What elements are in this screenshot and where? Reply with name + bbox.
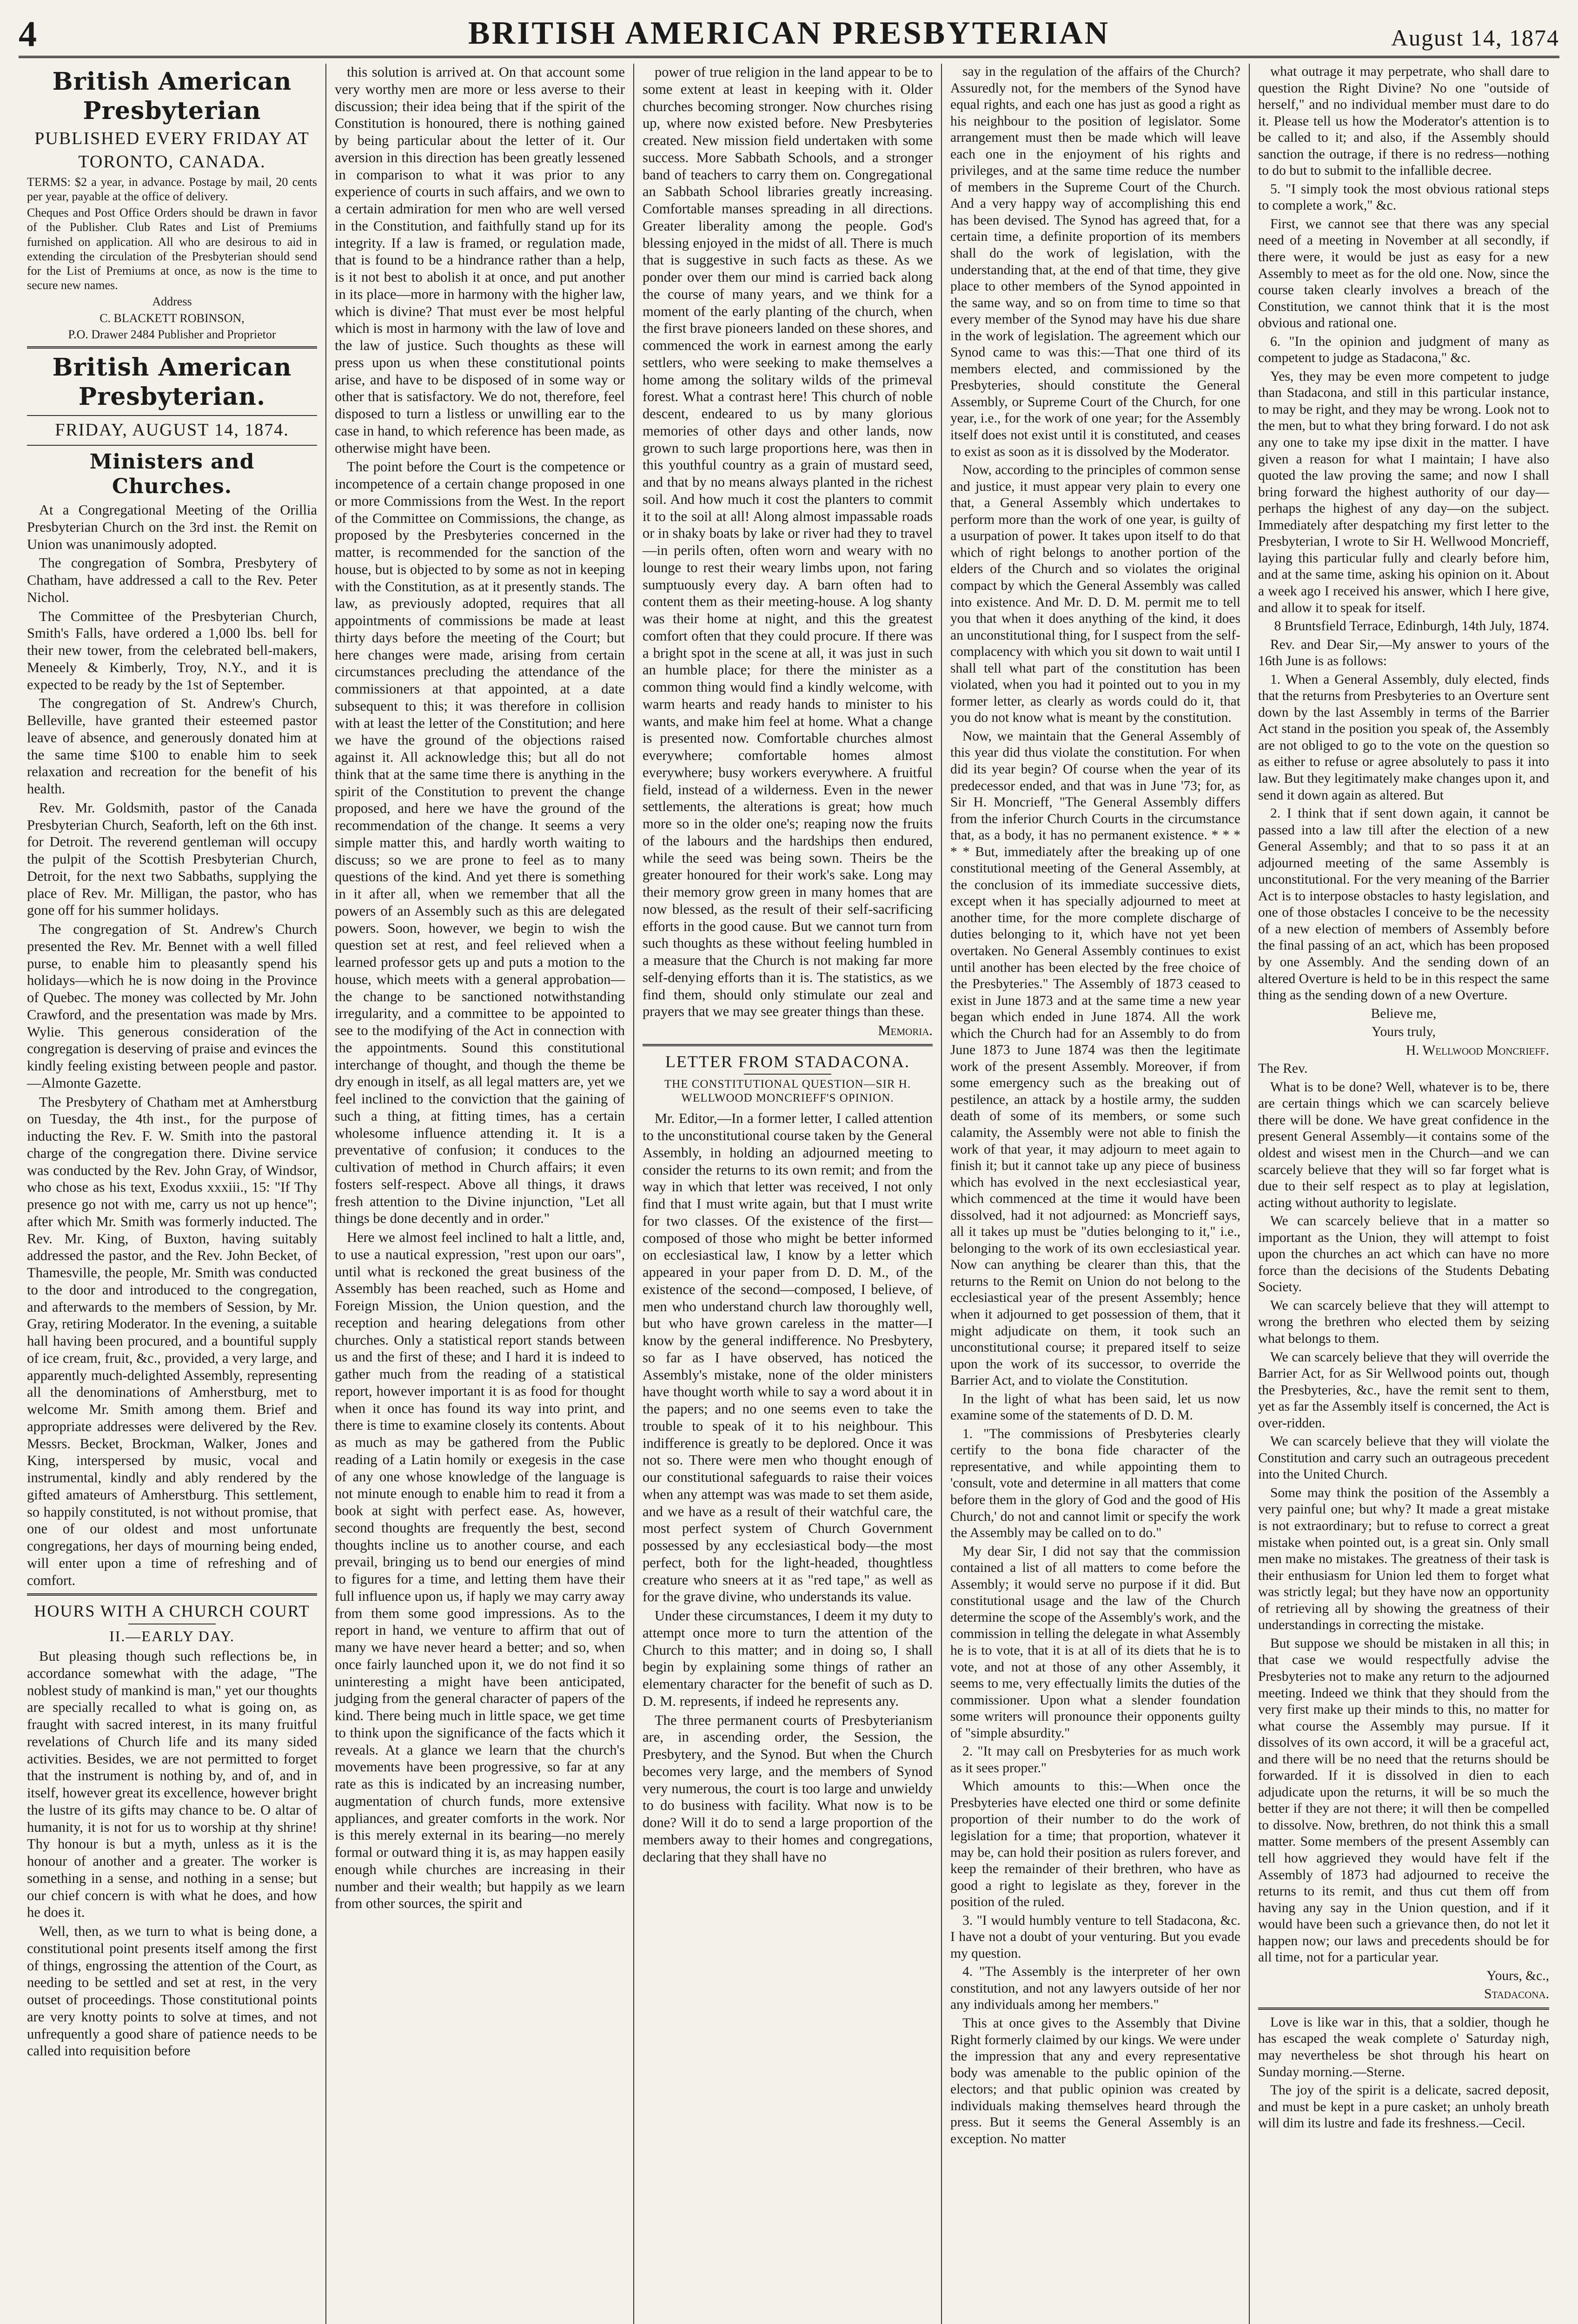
place-line: TORONTO, CANADA. xyxy=(78,152,266,172)
letter-paragraph: This at once gives to the Assembly that Divine Right formerly claimed by our kings. We were under the impression that any and every representative body was amenable to the public opinion of the electors; and that public opinion was created by individuals making themselves heard through the press. But it seems the General Assembly is an exception. No matter xyxy=(950,2015,1240,2146)
section-title: Ministers and Churches. xyxy=(89,450,255,499)
letter-paragraph: what outrage it may perpetrate, who shall dare to question the Right Divine? No one "outside of herself," and no individual member must dare to do it. Please tell us how the Moderator's attention is to be called to it; and also, if the Assembly should sanction the outrage, if there is no redress—nothing to do but to submit to the infallible decree. xyxy=(1258,64,1549,178)
letter-address: 8 Bruntsfield Terrace, Edinburgh, 14th July, 1874. xyxy=(1274,619,1549,634)
article-paragraph: Well, then, as we turn to what is being done, a constitutional point presents itself among the first of things, engrossing the attention of the Court, as needing to be settled and set at rest, in the very outset of proceedings. Those constitutional points are very knotty points to solve at times, and not unfrequently a good share of patience needs to be called into requisition before xyxy=(27,1923,317,2059)
news-paragraph: The congregation of St. Andrew's Church, Belleville, have granted their esteemed pastor leave of absence, and generously donated him at the same time $100 to enable him to seek relaxation and recreation for the benefit of his health. xyxy=(27,695,317,797)
letter-paragraph: Some may think the position of the Assembly a very painful one; but why? It made a great mistake is not extraordinary; but to refuse to correct a great mistake when pointed out, is a great sin. Only small men make no mistakes. The greatness of their task is their enthusiasm for Union led them to forget what was strictly legal; but they have now an opportunity of retrieving all by showing the greatness of their understandings in correcting the mistake. xyxy=(1258,1485,1549,1633)
letter-paragraph: 3. "I would humbly venture to tell Stadacona, &c. I have not a doubt of your venturing. But you evade my question. xyxy=(950,1913,1240,1961)
news-paragraph: The congregation of St. Andrew's Church presented the Rev. Mr. Bennet with a well filled purse, to enable him to pleasantly spend his holidays—which he is now doing in the Province of Quebec. The money was collected by Mr. John Crawford, and the presentation was made by Mrs. Wylie. This generous consideration of the congregation is deserving of praise and evinces the kindly feeling existing between people and pastor.—Almonte Gazette. xyxy=(27,921,317,1091)
letter-paragraph: 6. "In the opinion and judgment of many as competent to judge as Stadacona," &c. xyxy=(1258,334,1549,366)
filler-quote: Love is like war in this, that a soldier, though he has escaped the weak complete o' Saturday nigh, may nevertheless be shot through his heart on Sunday morning.—Sterne. xyxy=(1258,2014,1549,2080)
nameplate-2: British American Presbyterian. xyxy=(52,353,292,411)
letter-paragraph: 2. "It may call on Presbyteries for as much work as it sees proper." xyxy=(950,1744,1240,1776)
quoted-letter-paragraph: Rev. and Dear Sir,—My answer to yours of the 16th June is as follows: xyxy=(1258,637,1549,669)
column-4 xyxy=(942,64,1250,2324)
column-5 xyxy=(1250,64,1558,2324)
column-1 xyxy=(19,64,326,2324)
article-paragraph: But pleasing though such reflections be, in accordance somewhat with the adage, "The noblest study of mankind is man," yet our thoughts are specially recalled to what is going on, as fraught with sacred interest, in its many fruitful revelations of Church life and its many sided activities. Besides, we are not permitted to forget that the instrument is nothing by, and of, and in itself, however great its excellence, however bright the lustre of its gifts may chance to be. O altar of humanity, it is not for us to worship at thy shrine! Thy honour is but a myth, unless as it is the honour of another and a greater. The worker is something in a sense, and nothing in a sense; but our chief concern is with what he does, and how he does it. xyxy=(27,1648,317,1921)
letter-paragraph: 4. "The Assembly is the interpreter of her own constitution, and not any lawyers outside of her nor any individuals among her members." xyxy=(950,1964,1240,2013)
article-subtitle: II.—EARLY DAY. xyxy=(109,1627,235,1644)
article-paragraph: Here we almost feel inclined to halt a little, and, to use a nautical expression, "rest upon our oars", until what is reckoned the great business of the Assembly has been reached, such as Home and Foreign Mission, the Union question, and the reception and hearing delegations from other churches. Only a statistical report stands between us and the first of these; and I hard it is indeed to gather much from the reading of a statistical report, however important it is as food for thought when it once has found its way into print, and there is time to examine closely its contents. About as much as may be gathered from the Public reading of a Latin homily or exegesis in the case of any one whose knowledge of the language is not minute enough to enable him to read it from a book at sight with perfect ease. As, however, second thoughts are frequently the best, second thoughts incline us to another course, and each prevail, bringing us to bend our energies of mind to figures for a time, and letting them have their full influence upon us, if haply we may carry away from them some good impressions. As to the report in hand, we venture to affirm that out of many we have never heard a better; and so, when once fairly launched upon it, we do not find it so uninteresting a might have been anticipated, judging from the general character of papers of the kind. There being much in little space, we get time to think upon the significance of the facts which it reveals. At a glance we learn that the church's movements have been progressive, so far at any rate as this is indicated by an increasing number, augmentation of church funds, more extensive appliances, and greater comforts in the work. Nor is this merely external in its bearing—no merely formal or outward thing it is, as may happen easily enough while churches are increasing in their number and their wealth; but happily as we learn from other sources, the spirit and xyxy=(335,1229,625,1912)
columns xyxy=(19,64,1559,2324)
letter-signer: H. Wellwood Moncrieff. xyxy=(1406,1043,1549,1058)
masthead-title: BRITISH AMERICAN PRESBYTERIAN xyxy=(468,15,1110,51)
published-line: PUBLISHED EVERY FRIDAY AT xyxy=(34,129,310,149)
article-paragraph: this solution is arrived at. On that account some very worthy men are more or less averse to their discussion; their idea being that if the spirit of the Constitution is honoured, there is nothing gained by being particular about the letter of it. Our aversion in this direction has been greatly lessened in comparison to what it was prior to any experience of courts in such affairs, and we own to a certain admiration for men who are well versed in the Constitution, and faithfully stand up for its integrity. If a law is framed, or regulation made, that is found to be a hindrance rather than a help, is it not best to abolish it at once, and put another in its place—more in harmony with the higher law, which is divine? That must ever be most helpful which is most in harmony with the law of love and the law of justice. Such thoughts as these will press upon us when these constitutional points arise, and have to be disposed of in some way or other that is satisfactory. We do not, therefore, feel disposed to turn a listless or unwilling ear to the case in hand, to which reference has been made, as otherwise might have been. xyxy=(335,64,625,456)
cheques-text: Cheques and Post Office Orders should be drawn in favor of the Publisher. Club Rates and List of Premiums furnished on application. All who are desirous to aid in extending the circulation of the Presbyterian should send for the List of Premiums at once, as now is the time to secure new names. xyxy=(27,206,317,292)
column-2 xyxy=(326,64,634,2324)
page-number: 4 xyxy=(19,13,37,54)
quoted-letter-paragraph: 2. I think that if sent down again, it cannot be passed into a law till after the election of a new General Assembly; and that to so pass it at an adjourned meeting of the same Assembly is unconstitutional. For the very meaning of the Barrier Act is to interpose obstacles to hasty legislation, and one of those obstacles I conceive to be the necessity of a new election of members of Assembly before the final passing of an act, which has been proposed by one Assembly. And the sending down of an altered Overture is held to be in this respect the same thing as the sending down of a new Overture. xyxy=(1258,806,1549,1003)
divider xyxy=(643,1044,933,1046)
letter-paragraph: In the light of what has been said, let us now examine some of the statements of D. D. M. xyxy=(950,1391,1240,1423)
salutation: The Rev. xyxy=(1258,1061,1308,1076)
letter-paragraph: Now, according to the principles of common sense and justice, it must appear very plain to every one that, a General Assembly which undertakes to perform more than the work of one year, is guilty of a usurpation of power. It takes upon itself to do that which of right belongs to another portion of the elders of the Church and so violates the original compact by which the General Assembly was called into existence. And Mr. D. D. M. permit me to tell you that when it does anything of the kind, it does an unconstitutional thing, for I suspect from the self-complacency with which you sit down to wait until I shall tell what part of the constitution has been violated, when you had it pointed out to you in my former letter, as clearly as words could do it, that you do not know what is meant by the constitution. xyxy=(950,462,1240,726)
letter-deck: THE CONSTITUTIONAL QUESTION—SIR H. WELLWOOD MONCRIEFF'S OPINION. xyxy=(664,1078,911,1105)
letter-paragraph: But suppose we should be mistaken in all this; in that case we would respectfully advise the Presbyteries not to make any return to the adjourned meeting. Indeed we think that they should from the very first make up their minds to this, no matter for what course the Assembly may pursue. If it dissolves of its own accord, it will be a graceful act, and there will be no need that the returns should be forwarded. If it is dissolved in dien to each adjudicate upon the returns, it will be so much the better if they are not there; it will then be compelled to dissolve. Now, brethren, do not think this a small matter. Some members of the present Assembly can tell how aggrieved they would have felt if the Assembly of 1873 had adjourned to receive the returns to its remit, and thus cut them off from having any say in the Union question, and if it would have been such a grievance then, do not let it happen now; our laws and precedents should be for all time, not for a particular year. xyxy=(1258,1636,1549,1965)
letter-paragraph: 1. "The commissions of Presbyteries clearly certify to the bona fide character of the representative, and while appointing them to 'consult, vote and determine in all matters that come before them in the glory of God and the good of His Church,' do not and cannot limit or specify the work the Assembly may be called on to do." xyxy=(950,1426,1240,1541)
masthead-date: August 14, 1874 xyxy=(1391,25,1559,51)
signature: Stadacona. xyxy=(1484,1987,1549,2002)
letter-paragraph: Mr. Editor,—In a former letter, I called attention to the unconstitutional course taken by the General Assembly, in holding an adjourned meeting to consider the returns to its own remit; and from the way in which that letter was received, I not only find that I must write again, but that I must write for two classes. Of the existence of the first—composed of those who might be better informed on ecclesiastical law, I know by a letter which appeared in your paper from D. D. M., of the existence of the second—composed, I believe, of men who understand church law thoroughly well, but who have grown careless in the matter—I know by the general indifference. No Presbytery, so far as I have observed, has noticed the Assembly's mistake, none of the older ministers have thought worth while to say a word about it in the papers; and no one seems even to take the trouble to speak of it to his neighbour. This indifference is greatly to be deplored. Once it was not so. There were men who thought enough of our constitutional safeguards to raise their voices when any attempt was was made to set them aside, and we have as a result of their watchful care, the most perfect system of Church Government possessed by any ecclesiastical body—the most perfect, both for the light-headed, thoughtless creature who sneers at it as "red tape," as well as for the grave divine, who understands its value. xyxy=(643,1110,933,1605)
letter-paragraph: 5. "I simply took the most obvious rational steps to complete a work," &c. xyxy=(1258,181,1549,213)
short-rule xyxy=(744,1074,831,1075)
letter-paragraph: We can scarcely believe that they will attempt to wrong the brethren who elected them by seizing what belongs to them. xyxy=(1258,1298,1549,1347)
letter-paragraph: Which amounts to this:—When once the Presbyteries have elected one third or some definite proportion of their number to do the work of legislation for a time; that proportion, whatever it may be, can hold their position as rulers forever, and keep the remainder of their brethren, who have as good a right to legislate as they, forever in the position of the ruled. xyxy=(950,1779,1240,1910)
letter-title: LETTER FROM STADACONA. xyxy=(665,1052,910,1071)
letter-paragraph: Now, we maintain that the General Assembly of this year did thus violate the constitution. For when did its year begin? Of course when the year of its predecessor ended, and that was in June '73; for, as Sir H. Moncrieff, "The General Assembly differs from the inferior Church Courts in the circumstance that, as a body, it has no permanent existence. * * * * * But, immediately after the breaking up of one constitutional meeting of the General Assembly, at the conclusion of its immediate successive diets, except when it has specially adjourned to meet at another time, for the more complete discharge of duties belonging to it, which have not yet been overtaken. No General Assembly continues to exist until another has been elected by the free choice of the Presbyteries." The Assembly of 1873 ceased to exist in June 1873 and at the same time a new year began which ended in June 1874. All the work which the Church had for an Assembly to do from June 1873 to June 1874 was then the legitimate work of the present Assembly. Moreover, if from some emergency such as the breaking out of pestilence, an attack by a hostile army, the sudden death of some of its members, or some such calamity, the Assembly were not able to finish the work of that year, it may adjourn to meet again to finish it; but it cannot take up any piece of business which has evolved in the next ecclesiastical year, which commenced at the time it would have been dissolved, had it not adjourned: as Moncrieff says, all it takes up must be "duties belonging to it," i.e., belonging to the work of its own ecclesiastical year. Now can anything be clearer than this, that the returns to the Remit on Union do not belong to the ecclesiastical year of the present Assembly; hence when it adjourned to get possession of them, that it might adjudicate on them, it took such an unconstitutional course; it prepared itself to seize upon the work of its successor, to override the Barrier Act, and to violate the Constitution. xyxy=(950,728,1240,1388)
news-paragraph: The Presbytery of Chatham met at Amherstburg on Tuesday, the 4th inst., for the purpose of inducting the Rev. F. W. Smith into the pastoral charge of the congregation there. Divine service was conducted by the Rev. John Gray, of Windsor, who chose as his text, Exodus xxxiii., 15: "If Thy presence go not with me, carry us not up hence"; after which Mr. Smith was formerly inducted. The Rev. Mr. King, of Buxton, having suitably addressed the pastor, and the Rev. John Becket, of Thamesville, the people, Mr. Smith was conducted to the door and introduced to the congregation, and afterwards to the members of Session, by Mr. Gray, retiring Moderator. In the evening, a suitable hall having been procured, and a bountiful supply of ice cream, fruit, &c., provided, a very large, and apparently much-delighted Assembly, representing all the denominations of Amherstburg, met to welcome Mr. Smith among them. Brief and appropriate addresses were delivered by the Rev. Messrs. Becket, Brockman, Walker, Jones and King, interspersed by music, vocal and instrumental, kindly and ably rendered by the gifted amateurs of Amherstburg. This settlement, so happily constituted, is not without promise, that one of our oldest and most unfortunate congregations, her days of mourning being ended, will enter upon a time of refreshing and of comfort. xyxy=(27,1094,317,1588)
filler-quote: The joy of the spirit is a delicate, sacred deposit, and must be kept in a pure casket; an unholy breath will dim its lustre and fade its freshness.—Cecil. xyxy=(1258,2083,1549,2131)
terms-text: TERMS: $2 a year, in advance. Postage by mail, 20 cents per year, payable at the office of delivery. xyxy=(27,175,317,204)
column-3 xyxy=(634,64,942,2324)
publisher-box: P.O. Drawer 2484 Publisher and Proprietor xyxy=(68,327,276,341)
letter-paragraph: The three permanent courts of Presbyterianism are, in ascending order, the Session, the Presbytery, and the Synod. But when the Church becomes very large, and the members of Synod very numerous, the court is too large and unwieldy to do business with facility. What now is to be done? Will it do to send a large proportion of the members away to their homes and congregations, declaring that they shall have no xyxy=(643,1712,933,1865)
signature: Memoria. xyxy=(878,1023,933,1038)
letter-paragraph: We can scarcely believe that they will violate the Constitution and carry such an outrageous precedent into the United Church. xyxy=(1258,1434,1549,1482)
closing-line: Believe me, xyxy=(1371,1006,1437,1021)
letter-paragraph: We can scarcely believe that in a matter so important as the Union, they will attempt to foist upon the churches an act which can have no more force than the decisions of the Students Debating Society. xyxy=(1258,1214,1549,1295)
letter-paragraph: Under these circumstances, I deem it my duty to attempt once more to turn the attention of the Church to this matter; and in doing so, I shall begin by explaining some things of rather an elementary character for the benefit of such as D. D. M. represents, if indeed he represents any. xyxy=(643,1608,933,1709)
news-paragraph: The congregation of Sombra, Presbytery of Chatham, have addressed a call to the Rev. Peter Nichol. xyxy=(27,555,317,605)
masthead xyxy=(19,14,1559,58)
closing-line: Yours truly, xyxy=(1372,1024,1436,1040)
letter-paragraph: Yes, they may be even more competent to judge than Stadacona, and still in this particular instance, to may be right, and they may be wrong. Look not to the men, but to what they bring forward. I do not ask any one to take my ipse dixit in the matter. I have given a reason for what I maintain; I have also quoted the law proving the same; and now I shall bring forward the highest authority of our day—perhaps the highest of any day—on the subject. Immediately after despatching my first letter to the Presbyterian, I wrote to Sir H. Wellwood Moncrieff, laying this particular fully and clearly before him, and at the same time, asking his opinion on it. About a week ago I received his answer, which I here give, and allow it to speak for itself. xyxy=(1258,369,1549,615)
address-label: Address xyxy=(152,295,192,309)
letter-paragraph: say in the regulation of the affairs of the Church? Assuredly not, for the members of the Synod have equal rights, and each one has just as good a right as his neighbour to the position of legislator. Some arrangement must then be made which will leave each one in the enjoyment of his rights and privileges, and at the same time reduce the number of members in the Supreme Court of the Church. And a very happy way of accomplishing this end has been devised. The Synod has agreed that, for a certain time, a definite proportion of its members shall do the work of legislation, with the understanding that, at the end of that time, they give place to other members of the Synod appointed in the same way, and so on from time to time so that every member of the Synod may have his due share in the work of legislation. The agreement which our Synod came to was this:—That one third of its members elected, and commissioned by the Presbyteries, should constitute the General Assembly, or Supreme Court of the Church, for one year, i.e., for the work of one year; for the Assembly itself does not exist until it is constituted, and ceases to exist as soon as it is dissolved by the Moderator. xyxy=(950,64,1240,459)
article-title: HOURS WITH A CHURCH COURT xyxy=(34,1602,310,1621)
article-paragraph: The point before the Court is the competence or incompetence of a certain change proposed in one or more Commissions from the West. In the report of the Committee on Commissions, the change, as proposed by the Presbyteries concerned in the matter, is recommended for the sanction of the house, but is objected to by some as not in keeping with the Constitution, as at it presently stands. The law, as previously adopted, requires that all appointments of commissions be made at least thirty days before the meeting of the Court; but here changes were made, arising from certain circumstances precluding the attendance of the commissioners at that appointed, at a date subsequent to this; it was therefore in collision with at least the letter of the Constitution; and here we have the ground of the objections raised against it. All acknowledge this; but all do not think that at the same time there is anything in the spirit of the Constitution to prevent the change proposed, and here we have the ground of the recommendation of the change. It seems a very simple matter this, and hardly worth waiting to discuss; so we are prone to feel as to many questions of the kind. And yet there is something in it after all, when we remember that all the powers of an Assembly such as this are delegated powers. Soon, however, we begin to wish the question set at rest, and feel relieved when a learned professor gets up and puts a motion to the house, which meets with a general approbation—the change to be sanctioned notwithstanding irregularity, and a committee to be appointed to see to the modifying of the Act in connection with the appointments. Sound this constitutional interchange of thought, and though the theme be dry enough in itself, as all legal matters are, yet we feel inclined to the conviction that the gaining of such a thing, at fitting times, has a certain wholesome influence attending it. It is a preventative of confusion; it conduces to the cultivation of method in Church affairs; it even fosters self-respect. Above all things, it draws fresh attention to the Divine injunction, "Let all things be done decently and in order." xyxy=(335,459,625,1227)
nameplate: British American Presbyterian xyxy=(52,67,292,125)
article-paragraph: power of true religion in the land appear to be to some extent at least in keeping with it. Older churches becoming stronger. Now churches rising up, where now existed before. New Presbyteries created. New mission field undertaken with some success. More Sabbath Schools, and a stronger band of teachers to carry them on. Congregational an Sabbath School libraries greatly increasing. Comfortable manses spreading in all directions. Greater liberality among the people. God's blessing enjoyed in the midst of all. There is much that is suggestive in such facts as these. As we ponder over them our mind is carried back along the course of many years, and we think for a moment of the early planting of the church, when the first brave pioneers landed on these shores, and commenced the work in earnest among the early settlers, who were seeking to make themselves a home among the solitary wilds of the primeval forest. What a contrast here! This church of noble descent, endeared to us by many glorious memories of other days and other lands, now grown to such large proportions here, was then in this youthful country as a grain of mustard seed, and that by no means always planted in the richest soil. And how much it cost the planters to commit it to the soil at all! Along almost impassable roads or in shaky boats by lake or river had they to travel—in perils often, often worn and weary with no lounge to rest their weary limbs upon, not faring sumptuously every day. A barn often had to content them as their meeting-house. A log shanty was their home at night, and this the greatest comfort often that they could procure. If there was a bright spot in the scene at all, it was just in such an humble place; for there the minister as a common thing would find a kindly welcome, with warm hearts and ready hands to minister to his wants, and make him feel at home. What a change is presented now. Comfortable churches almost everywhere; comfortable homes almost everywhere; busy workers everywhere. A fruitful field, instead of a wilderness. Even in the newer settlements, the alterations is great; how much more so in the older one's; reaping now the fruits of the labours and the hardships then endured, while the seed was being sown. Theirs be the greater honoured for their work's sake. Long may their memory grow green in many homes that are now blessed, as the result of their self-sacrificing efforts in the good cause. But we cannot turn from such thoughts as these without feeling humbled in a measure that the Church is not making far more self-denying efforts than it is. The statistics, as we find them, should only stimulate our zeal and prayers that we may see greater things than these. xyxy=(643,64,933,1020)
divider xyxy=(1258,2007,1549,2010)
news-paragraph: Rev. Mr. Goldsmith, pastor of the Canada Presbyterian Church, Seaforth, left on the 6th inst. for Detroit. The reverend gentleman will occupy the pulpit of the Scottish Presbyterian Church, Detroit, for the next two Sabbaths, supplying the place of Rev. Mr. Milligan, the pastor, who has gone off for his summer holidays. xyxy=(27,799,317,918)
publisher-name: C. BLACKETT ROBINSON, xyxy=(99,311,245,325)
news-paragraph: At a Congregational Meeting of the Orillia Presbyterian Church on the 3rd inst. the Remit on Union was unanimously adopted. xyxy=(27,502,317,552)
divider xyxy=(27,1593,317,1596)
news-paragraph: The Committee of the Presbyterian Church, Smith's Falls, have ordered a 1,000 lbs. bell for their new tower, from the celebrated bell-makers, Meneely & Kimberly, Troy, N.Y., and it is expected to be ready by the 1st of September. xyxy=(27,608,317,693)
divider xyxy=(27,346,317,349)
dateline: FRIDAY, AUGUST 14, 1874. xyxy=(55,420,289,440)
letter-paragraph: First, we cannot see that there was any special need of a meeting in November at all secondly, if there were, it would be just as easy for a new Assembly to meet as for the old one. Now, since the course taken clearly involves a breach of the Constitution, we cannot think that it is the most obvious and rational one. xyxy=(1258,216,1549,331)
letter-paragraph: What is to be done? Well, whatever is to be, there are certain things which we can scarcely believe there will be done. We have great confidence in the present General Assembly—it contains some of the oldest and wisest men in the Church—and we can scarcely believe that they will so far forget what is due to their self respect as to play at legislation, acting without authority to legislate. xyxy=(1258,1079,1549,1210)
divider xyxy=(27,445,317,446)
divider xyxy=(27,415,317,416)
letter-paragraph: My dear Sir, I did not say that the commission contained a list of all matters to come before the Assembly; it would serve no purpose if it did. But constitutional usage and the law of the Church determine the scope of the Assembly's work, and the commission in telling the delegate in what Assembly he is to vote, that it is at all of its diets that he is to vote, and not at those of any other Assembly, it seems to me, very effectually limits the duties of the commissioner. Upon what a slender foundation some writers will pronounce their opponents guilty of "simple absurdity." xyxy=(950,1544,1240,1741)
quoted-letter-paragraph: 1. When a General Assembly, duly elected, finds that the returns from Presbyteries to an Overture sent down by the last Assembly in terms of the Barrier Act stand in the position you speak of, the Assembly are not obliged to go to the vote on the question so as either to refuse or agree absolutely to pass it into law. But they legitimately make changes upon it, and send it down again as altered. But xyxy=(1258,672,1549,803)
closing-line: Yours, &c., xyxy=(1486,1968,1549,1983)
letter-paragraph: We can scarcely believe that they will override the Barrier Act, for as Sir Wellwood points out, though the Presbyteries, &c., have the remit sent to them, yet as far the Assembly itself is concerned, the Act is over-ridden. xyxy=(1258,1349,1549,1431)
